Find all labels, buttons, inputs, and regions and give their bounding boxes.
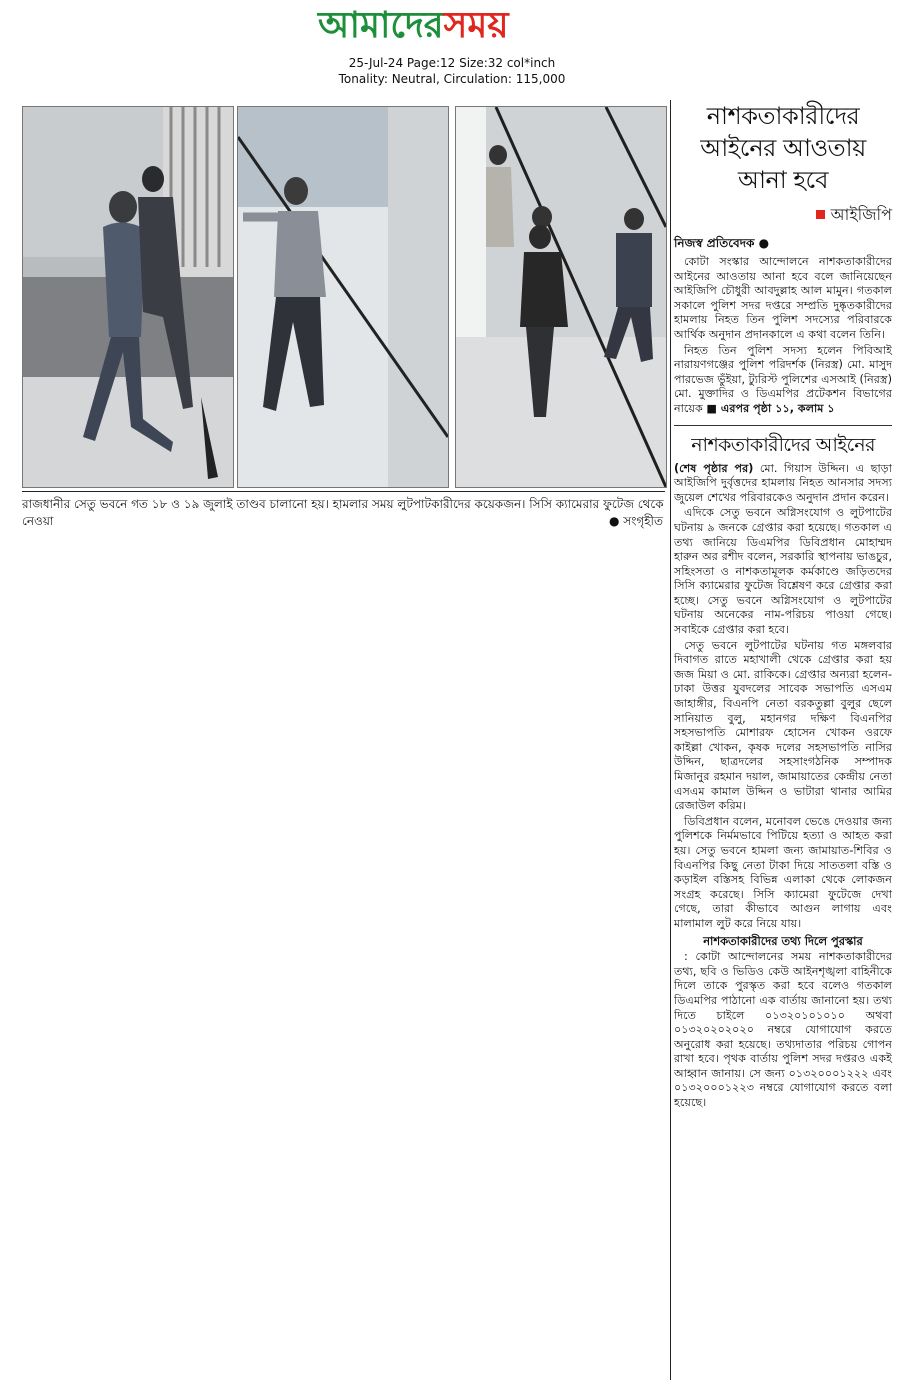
column-rule — [670, 100, 671, 1380]
continuation-headline: নাশকতাকারীদের আইনের — [691, 433, 875, 456]
clipping-meta-date: 25-Jul-24 Page:12 Size:32 col*inch — [348, 56, 556, 70]
article-column — [674, 100, 892, 1112]
newspaper-logo — [318, 2, 590, 48]
clipping-meta-circulation: Tonality: Neutral, Circulation: 115,000 — [338, 72, 566, 86]
article-paragraph: : কোটা আন্দোলনের সময় নাশকতাকারীদের তথ্য, ছবি ও ভিডিও কেউ আইনশৃঙ্খলা বাহিনীকে দিলে তাকে পুরস্কৃত করা হবে বলেও গতকাল ডিএমপির পাঠানো এক বার্তায় জানানো হয়। তথ্য দিতে চাইলে ০১৩২০১০১০১০ অথবা ০১৩২০২০২০২০ নম্বরে যোগাযোগ করতে অনুরোধ করা হয়েছে। তথ্যদাতার পরিচয় গোপন রাখা হবে। পৃথক বার্তায় পুলিশ সদর দপ্তরও একই আহ্বান জানায়। সে জন্য ০১৩২০০০১২২২ এবং ০১৩২০০০১২২৩ নম্বরে যোগাযোগ করতে বলা হয়েছে। — [674, 950, 892, 1110]
continuation-lead: (শেষ পৃষ্ঠার পর) — [674, 461, 754, 475]
article-headline: নাশকতাকারীদের আইনের আওতায় আনা হবে — [700, 102, 866, 194]
reward-subheading: নাশকতাকারীদের তথ্য দিলে পুরস্কার — [703, 933, 863, 948]
article-subhead — [674, 202, 892, 229]
section-divider — [674, 425, 892, 426]
article-paragraph: ডিবিপ্রধান বলেন, মনোবল ভেঙে দেওয়ার জন্য পুলিশকে নির্মমভাবে পিটিয়ে হত্যা ও আহত করা হয়। সেতু ভবনে হামলা জন্য জামায়াত-শিবির ও বিএনপির কিছু নেতা টাকা দিয়ে সাততলা বস্তি ও কড়াইল বস্তিসহ বিভিন্ন এলাকা থেকে লোকজন সংগ্রহ করেছে। সিসি ক্যামেরা ফুটেজে দেখা গেছে, তারা কীভাবে আগুন লাগায় এবং মালামাল লুট করে নিয়ে যায়। — [674, 814, 892, 930]
article-paragraph: এদিকে সেতু ভবনে অগ্নিসংযোগ ও লুটপাটের ঘটনায় ৯ জনকে গ্রেপ্তার করা হয়েছে। গতকাল এ তথ্য জানিয়ে ডিএমপির ডিবিপ্রধান মোহাম্মদ হারুন অর রশীদ বলেন, সরকারি স্থাপনায় ভাঙচুর, সহিংসতা ও নাশকতামূলক কর্মকাণ্ডে জড়িতদের সিসি ক্যামেরার ফুটেজ বিশ্লেষণ করে গ্রেপ্তার করা হচ্ছে। সেতু ভবনে অগ্নিসংযোগ ও লুটপাটের ঘটনায় অনেকের নাম-পরিচয় পাওয়া গেছে। সবাইকে গ্রেপ্তার করা হবে। — [674, 506, 892, 637]
article-byline: নিজস্ব প্রতিবেদক ● — [674, 236, 770, 250]
article-paragraph-text: মো. গিয়াস উদ্দিন। এ ছাড়া আইজিপি দুর্বৃত্তদের হামলায় নিহত আনসার সদস্য জুয়েল শেখের পরিবারকেও অনুদান প্রদান করেন। — [674, 461, 892, 504]
cctv-photo-3 — [455, 106, 667, 488]
caption-rule — [22, 491, 665, 492]
logo-part-1: আমাদের — [318, 4, 444, 46]
photo-caption-text: রাজধানীর সেতু ভবনে গত ১৮ ও ১৯ জুলাই তাণ্ডব চালানো হয়। হামলার সময় লুটপাটকারীদের কয়েকজন। সিসি ক্যামেরার ফুটেজ থেকে নেওয়া — [22, 497, 664, 528]
article-paragraph: কোটা সংস্কার আন্দোলনে নাশকতাকারীদের আইনের আওতায় আনা হবে বলে জানিয়েছেন আইজিপি চৌধুরী আবদুল্লাহ আল মামুন। গতকাল সকালে পুলিশ সদর দপ্তরে সম্প্রতি দুষ্কৃতকারীদের হামলায় নিহত তিন পুলিশ সদস্যের পরিবারকে আর্থিক অনুদান প্রদানকালে এ কথা বলেন তিনি। — [674, 255, 892, 341]
article-subhead-text: আইজিপি — [830, 205, 892, 224]
article-paragraph — [674, 462, 892, 506]
logo-part-2: সময় — [443, 4, 509, 46]
cctv-photo-1 — [22, 106, 234, 488]
photo-caption — [22, 496, 665, 530]
article-paragraph — [674, 344, 892, 417]
article-paragraph-text: নিহত তিন পুলিশ সদস্য হলেন পিবিআই নারায়ণগঞ্জের পুলিশ পরিদর্শক (নিরস্ত্র) মো. মাসুদ পারভেজ ভুঁইয়া, ট্যুরিস্ট পুলিশের এসআই (নিরস্ত্র) মো. মুক্তাদির ও ডিএমপির প্রটেকশন বিভাগের নায়েক — [674, 343, 892, 415]
photo-credit: ● সংগৃহীত — [609, 514, 663, 528]
jump-line: ■ এরপর পৃষ্ঠা ১১, কলাম ১ — [706, 401, 835, 415]
continuation-body — [674, 462, 892, 1111]
red-square-icon — [816, 210, 825, 219]
article-body — [674, 255, 892, 417]
article-paragraph: সেতু ভবনে লুটপাটের ঘটনায় গত মঙ্গলবার দিবাগত রাতে মহাখালী থেকে গ্রেপ্তার করা হয় জজ মিয়া ও মো. রাকিকে। গ্রেপ্তার অন্যরা হলেন- ঢাকা উত্তর যুবদলের সাবেক সভাপতি এসএম জাহাঙ্গীর, বিএনপি নেতা বরকতুল্লা বুলুর ছেলে সানিয়াত বুলু, মহানগর দক্ষিণ বিএনপির সহসভাপতি মোশারফ হোসেন খোকন ওরফে কাইল্লা খোকন, কৃষক দলের সহসভাপতি নাসির উদ্দিন, ছাত্রদলের সহসাংগঠনিক সম্পাদক মিজানুর রহমান দয়াল, জামায়াতের কেন্দ্রীয় নেতা এসএম কামাল উদ্দিন ও ভাটারা থানার আমির রেজাউল করিম। — [674, 638, 892, 813]
cctv-photo-2 — [237, 106, 449, 488]
